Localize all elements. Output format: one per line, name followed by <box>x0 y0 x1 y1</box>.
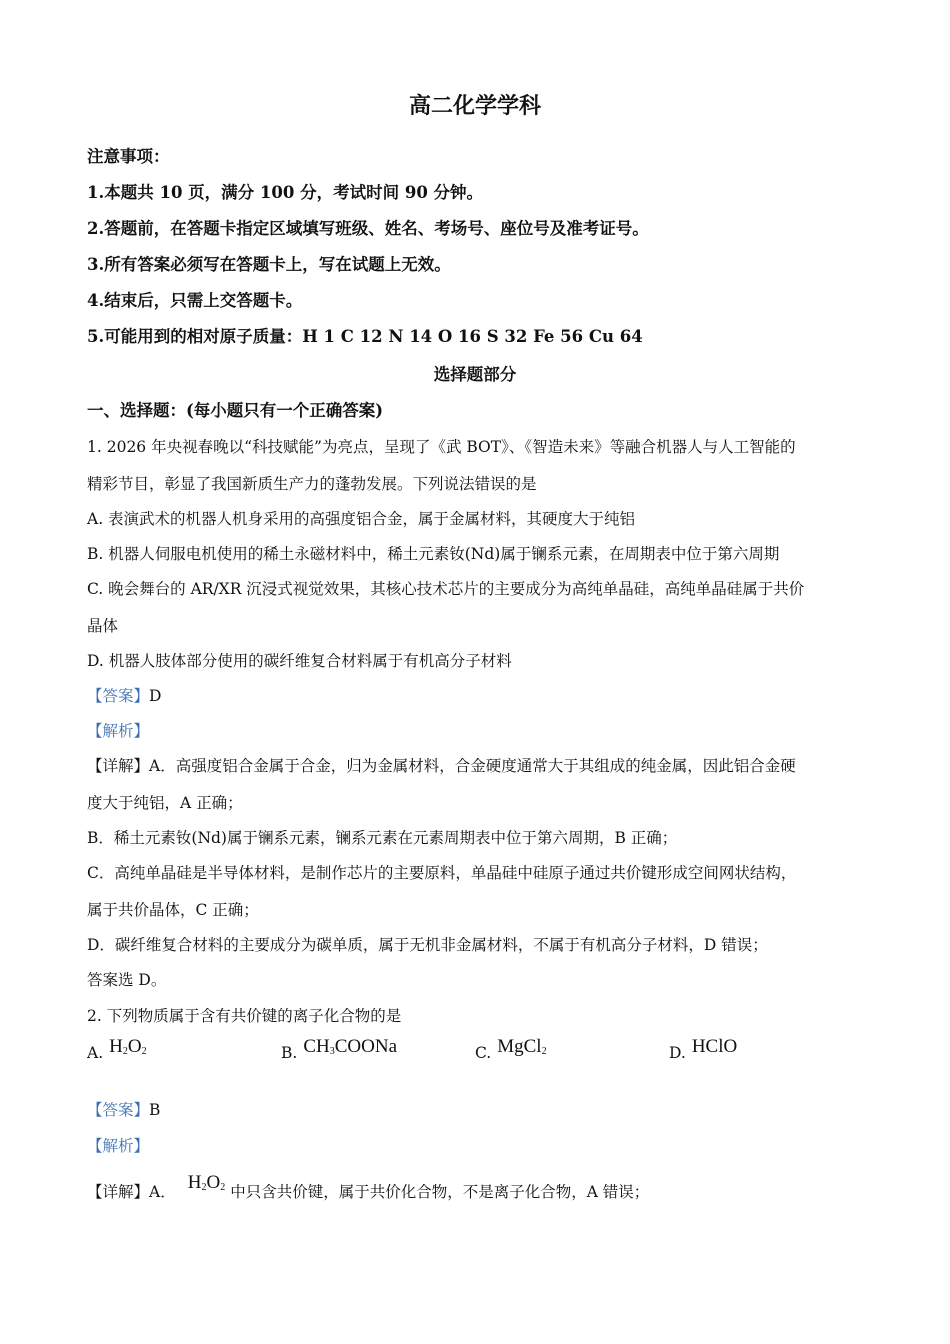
answer-value: D <box>149 687 162 705</box>
q2-detail-a <box>87 1172 910 1203</box>
q1-detail-c: C．高纯单晶硅是半导体材料，是制作芯片的主要原料，单晶硅中硅原子通过共价键形成空间网状结构， <box>87 864 797 882</box>
q1-option-c: C. 晚会舞台的 AR/XR 沉浸式视觉效果，其核心技术芯片的主要成分为高纯单晶硅，高纯单晶硅属于共价 <box>87 580 805 598</box>
q1-detail-a: 度大于纯铝，A 正确； <box>87 794 243 812</box>
notice-item: 4.结束后，只需上交答题卡。 <box>87 291 303 310</box>
formula: $H_2O_2$ <box>187 1172 226 1193</box>
q1-stem: 1. 2026 年央视春晚以“科技赋能”为亮点，呈现了《武 BOT》、《智造未来》等融合机器人与人工智能的 <box>87 438 796 456</box>
q2-option-b <box>281 1036 398 1064</box>
q2-option-c <box>475 1036 547 1064</box>
notice-item: 5.可能用到的相对原子质量：H 1 C 12 N 14 O 16 S 32 Fe 56 Cu 64 <box>87 327 643 346</box>
q1-detail-c: 属于共价晶体，C 正确； <box>87 901 259 919</box>
formula: $H_2O_2$ <box>109 1036 147 1057</box>
q1-option-b: B. 机器人伺服电机使用的稀土永磁材料中，稀土元素钕(Nd)属于镧系元素，在周期表中位于第六周期 <box>87 545 780 563</box>
q1-option-a: A. 表演武术的机器人机身采用的高强度铝合金，属于金属材料，其硬度大于纯铝 <box>87 510 636 528</box>
q1-option-c: 晶体 <box>87 617 119 635</box>
q1-detail-a <box>87 755 910 777</box>
q1-detail-b: B．稀土元素钕(Nd)属于镧系元素，镧系元素在元素周期表中位于第六周期，B 正确； <box>87 829 678 847</box>
q1-option-d: D. 机器人肢体部分使用的碳纤维复合材料属于有机高分子材料 <box>87 652 512 670</box>
answer-tag: 【答案】 <box>87 687 150 705</box>
detail-tag: 【详解】 <box>87 757 150 775</box>
section-title: 选择题部分 <box>433 365 517 384</box>
notice-item: 2.答题前，在答题卡指定区域填写班级、姓名、考场号、座位号及准考证号。 <box>87 219 649 238</box>
q1-answer <box>87 685 910 707</box>
notice-item: 3.所有答案必须写在答题卡上，写在试题上无效。 <box>87 255 451 274</box>
q2-analysis-tag: 【解析】 <box>87 1137 150 1155</box>
detail-text: 中只含共价键，属于共价化合物，不是离子化合物，A 错误； <box>230 1183 650 1201</box>
page-title: 高二化学学科 <box>408 93 541 119</box>
q2-option-d <box>669 1036 738 1064</box>
detail-tag: 【详解】 <box>87 1183 150 1201</box>
q1-conclusion: 答案选 D。 <box>87 971 167 989</box>
formula: HClO <box>691 1036 738 1057</box>
q2-answer <box>87 1099 910 1121</box>
option-label: A. <box>87 1044 104 1062</box>
q2-option-a <box>87 1036 147 1064</box>
option-label: C. <box>475 1044 492 1062</box>
answer-tag: 【答案】 <box>87 1101 150 1119</box>
q1-analysis-tag: 【解析】 <box>87 722 150 740</box>
q1-stem: 精彩节目，彰显了我国新质生产力的蓬勃发展。下列说法错误的是 <box>87 475 537 493</box>
formula: MgCl$_2$ <box>497 1036 547 1057</box>
q1-detail-d: D．碳纤维复合材料的主要成分为碳单质，属于无机非金属材料，不属于有机高分子材料，D 错误； <box>87 936 768 954</box>
option-label: D. <box>669 1044 686 1062</box>
detail-prefix: A． <box>149 1183 176 1201</box>
option-label: B. <box>281 1044 298 1062</box>
answer-value: B <box>149 1101 161 1119</box>
detail-text: A．高强度铝合金属于合金，归为金属材料，合金硬度通常大于其组成的纯金属，因此铝合金硬 <box>149 757 796 775</box>
q2-stem: 2. 下列物质属于含有共价键的离子化合物的是 <box>87 1007 402 1025</box>
part-title: 一、选择题：(每小题只有一个正确答案) <box>87 401 384 420</box>
notice-item: 1.本题共 10 页，满分 100 分，考试时间 90 分钟。 <box>87 183 484 202</box>
notice-heading: 注意事项： <box>87 147 170 166</box>
formula: $CH_3COONa$ <box>303 1036 398 1057</box>
